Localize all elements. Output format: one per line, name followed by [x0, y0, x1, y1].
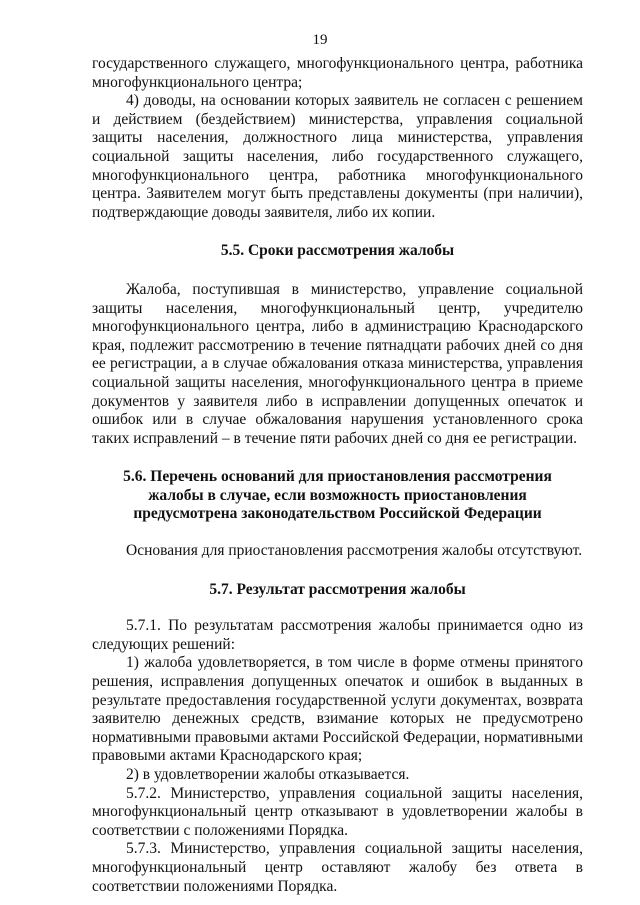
paragraph-no-suspension-grounds: Основания для приостановления рассмотрения жалобы отсутствуют.	[126, 542, 583, 560]
document-body	[92, 55, 583, 896]
paragraph-5-7-1: 5.7.1. По результатам рассмотрения жалобы принимается одно из следующих решений:	[92, 617, 583, 653]
paragraph-item-4: 4) доводы, на основании которых заявитель не согласен с решением и действием (бездействием) министерства, управления социальной защиты населения, должностного лица министерства, управления социальной защиты населения, либо государственного служащего, многофункционального центра, работника многофункционального центра. Заявителем могут быть представлены документы (при наличии), подтверждающие доводы заявителя, либо их копии.	[92, 92, 583, 221]
section-heading-5-6: 5.6. Перечень оснований для приостановления рассмотрения жалобы в случае, если возможность приостановления предусмотрена законодательством Российской Федерации	[123, 468, 552, 523]
paragraph-decision-2: 2) в удовлетворении жалобы отказывается.	[126, 766, 410, 783]
section-heading-5-7: 5.7. Результат рассмотрения жалобы	[209, 580, 466, 598]
paragraph-decision-1: 1) жалоба удовлетворяется, в том числе в форме отмены принятого решения, исправления допущенных опечаток и ошибок в выданных в результате предоставления государственной услуги документах, возврата заявителю денежных средств, взимание которых не предусмотрено нормативными правовыми актами Российской Федерации, нормативными правовыми актами Краснодарского края;	[92, 654, 583, 765]
paragraph-continuation: государственного служащего, многофункционального центра, работника многофункционального центра;	[92, 55, 583, 91]
paragraph-5-7-3: 5.7.3. Министерство, управления социальной защиты населения, многофункциональный центр оставляют жалобу без ответа в соответствии положениями Порядка.	[92, 840, 583, 895]
paragraph-5-7-2: 5.7.2. Министерство, управления социальной защиты населения, многофункциональный центр отказывают в удовлетворении жалобы в соответствии с положениями Порядка.	[92, 784, 583, 839]
section-heading-5-5: 5.5. Сроки рассмотрения жалобы	[220, 242, 455, 260]
page-number: 19	[312, 32, 328, 48]
paragraph-complaint-deadline: Жалоба, поступившая в министерство, управление социальной защиты населения, многофункциональный центр, учредителю многофункционального центра, либо в администрацию Краснодарского края, подлежит рассмотрению в течение пятнадцати рабочих дней со дня ее регистрации, а в случае обжалования отказа министерства, управления социальной защиты населения, многофункционального центра в приеме документов у заявителя либо в исправлении допущенных опечаток и ошибок или в случае обжалования нарушения установленного срока таких исправлений – в течение пяти рабочих дней со дня ее регистрации.	[92, 280, 583, 447]
